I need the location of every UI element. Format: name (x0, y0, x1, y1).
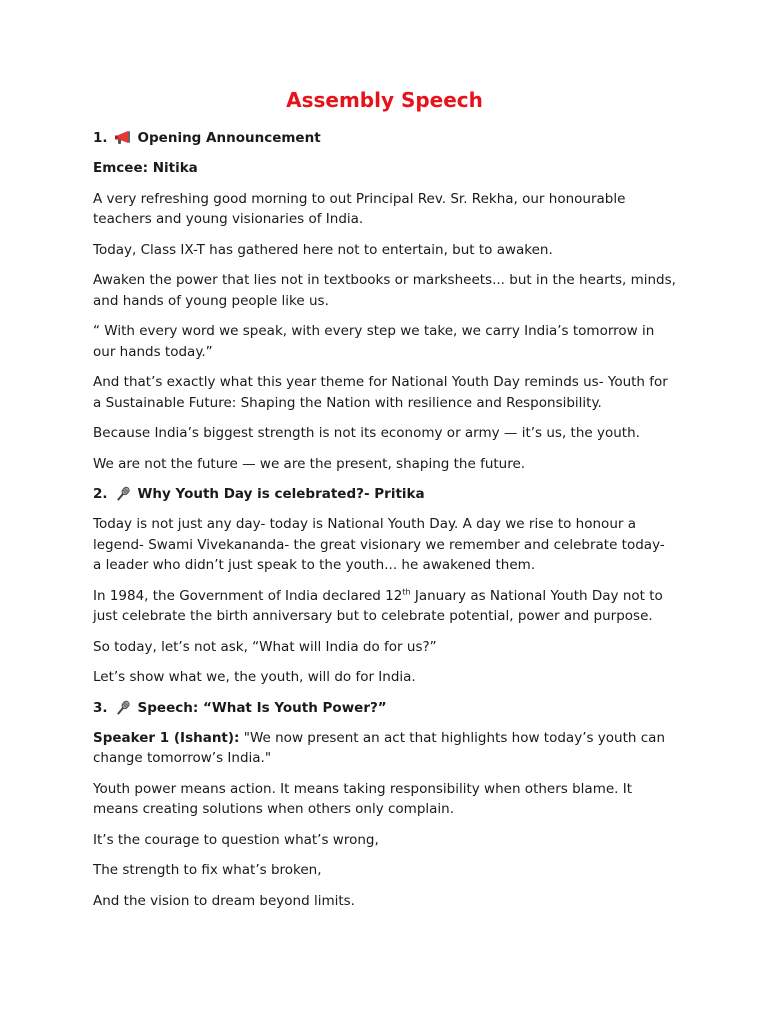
section-number: 1. (93, 130, 108, 146)
date-text-before: In 1984, the Government of India declared 12 (93, 587, 403, 604)
speaker-label: Speaker 1 (Ishant): (93, 729, 240, 746)
paragraph: Let’s show what we, the youth, will do for India. (93, 669, 416, 685)
megaphone-icon (114, 130, 132, 146)
paragraph: Awaken the power that lies not in textbooks or marksheets... but in the hearts, minds, and hands of young people like us. (93, 272, 676, 309)
quote-paragraph: “ With every word we speak, with every step we take, we carry India’s tomorrow in our hands today.” (93, 323, 655, 360)
speaker-text: "We now present an act that highlights how today’s youth can change tomorrow’s India." (93, 729, 666, 766)
paragraph: The strength to fix what’s broken, (93, 862, 322, 878)
section-heading-opening (93, 128, 676, 148)
paragraph: We are not the future — we are the present, shaping the future. (93, 455, 526, 472)
ordinal-suffix: th (402, 587, 411, 596)
section-number: 2. (93, 486, 108, 502)
paragraph: And that’s exactly what this year theme for National Youth Day reminds us- Youth for a Sustainable Future: Shaping the Nation with resilience and Responsibility. (93, 374, 668, 411)
paragraph: It’s the courage to question what’s wrong, (93, 831, 379, 848)
speaker-paragraph (93, 728, 676, 769)
date-text-after: January as National Youth Day not to just celebrate the birth anniversary but to celebrate potential, power and purpose. (93, 587, 663, 624)
paragraph: Today, Class IX-T has gathered here not to entertain, but to awaken. (93, 241, 553, 258)
section-heading-youth-power (93, 698, 676, 718)
section-number: 3. (93, 699, 108, 716)
section-heading-why-youth-day (93, 484, 676, 504)
section-title: Why Youth Day is celebrated?- Pritika (137, 486, 425, 502)
microphone-icon (114, 700, 132, 716)
paragraph: Because India’s biggest strength is not its economy or army — it’s us, the youth. (93, 425, 640, 441)
paragraph: And the vision to dream beyond limits. (93, 892, 355, 909)
microphone-icon (114, 486, 132, 502)
page-title: Assembly Speech (286, 88, 483, 112)
emcee-line: Emcee: Nitika (93, 160, 198, 176)
paragraph: A very refreshing good morning to out Principal Rev. Sr. Rekha, our honourable teachers and young visionaries of India. (93, 190, 626, 227)
section-title: Speech: “What Is Youth Power?” (137, 699, 387, 716)
date-paragraph (93, 586, 676, 627)
section-title: Opening Announcement (137, 130, 321, 146)
paragraph: So today, let’s not ask, “What will India do for us?” (93, 638, 437, 655)
paragraph: Today is not just any day- today is National Youth Day. A day we rise to honour a legend- Swami Vivekananda- the great visionary we remember and celebrate today- a leader who didn’t just speak to the youth... he awakened them. (93, 516, 665, 573)
paragraph: Youth power means action. It means taking responsibility when others blame. It means creating solutions when others only complain. (93, 780, 633, 817)
